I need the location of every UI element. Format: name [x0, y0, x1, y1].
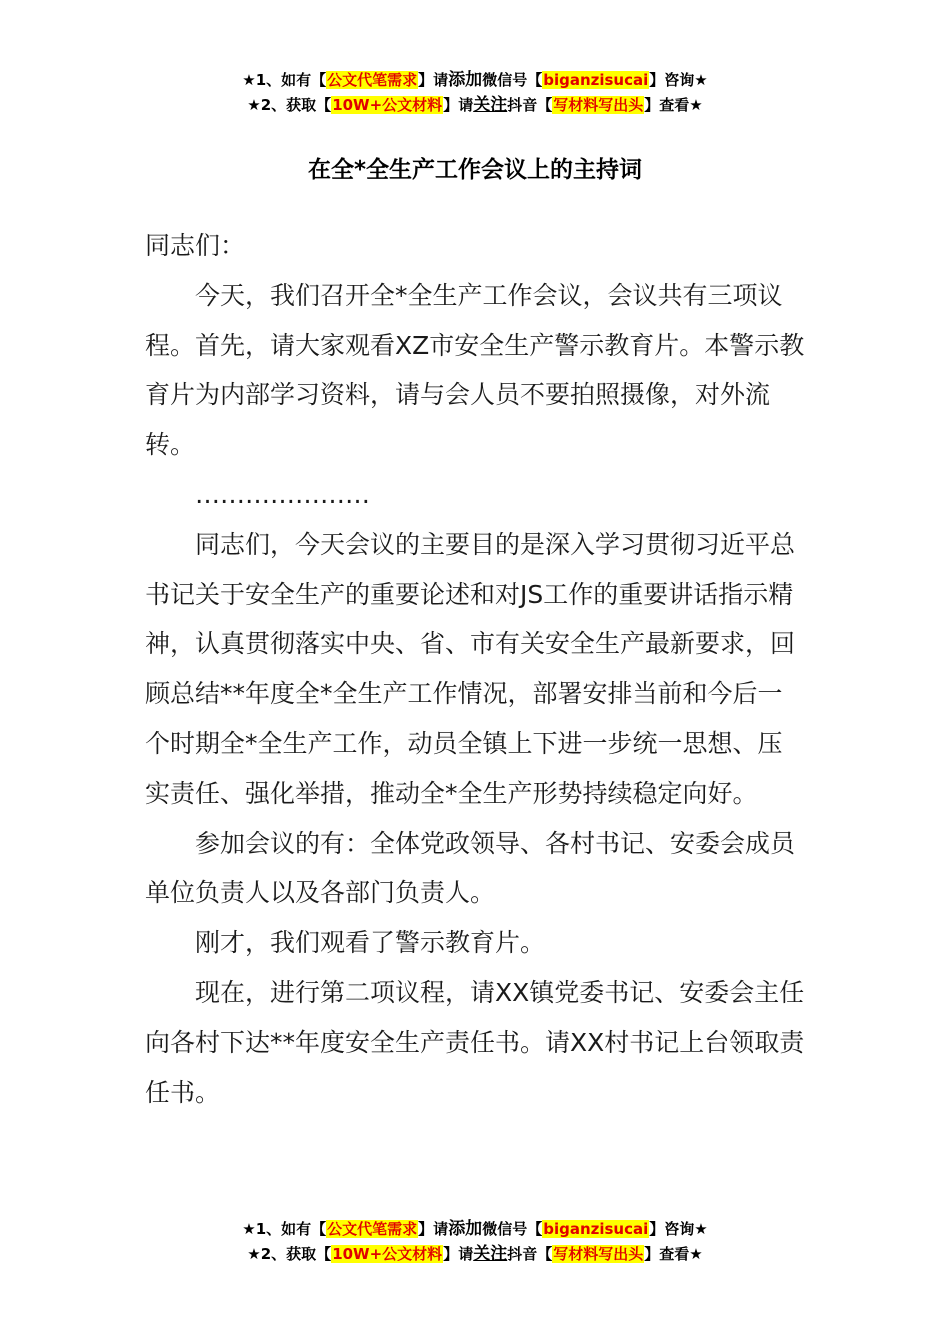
- paragraph-purpose: 同志们，今天会议的主要目的是深入学习贯彻习近平总书记关于安全生产的重要论述和对JS工作的重要讲话指示精神，认真贯彻落实中央、省、市有关安全生产最新要求，回顾总结**年度全*全生产工作情况，部署安排当前和今后一个时期全*全生产工作，动员全镇上下进一步统一思想、压实责任、强化举措，推动全*全生产形势持续稳定向好。: [145, 529, 796, 808]
- banner-text: 】咨询★: [649, 1220, 708, 1238]
- paragraph-video: 刚才，我们观看了警示教育片。: [195, 928, 546, 958]
- banner-highlight: 公文代笔需求: [327, 71, 418, 89]
- banner-line-2: [0, 93, 950, 118]
- banner-text: ★1、如有【: [242, 1220, 327, 1238]
- banner-text: 】查看★: [644, 96, 703, 114]
- salutation: 同志们：: [145, 231, 246, 260]
- banner-emphasis: 关注: [473, 1244, 508, 1264]
- footer-line-1: [0, 1217, 950, 1242]
- paragraph-second-agenda: 现在，进行第二项议程，请XX镇党委书记、安委会主任向各村下达**年度安全生产责任书。请XX村书记上台领取责任书。: [145, 977, 805, 1107]
- banner-highlight: 10W+公文材料: [332, 96, 443, 114]
- banner-text: ★2、获取【: [247, 1245, 332, 1263]
- banner-line-1: [0, 68, 950, 93]
- banner-highlight: 公文代笔需求: [327, 1220, 418, 1238]
- banner-text: 】查看★: [644, 1245, 703, 1263]
- banner-text: 抖音【: [507, 1245, 553, 1263]
- banner-text: ★1、如有【: [242, 71, 327, 89]
- banner-highlight: biganzisucai: [543, 1220, 649, 1238]
- paragraph-attendees: 参加会议的有：全体党政领导、各村书记、安委会成员单位负责人以及各部门负责人。: [145, 828, 796, 908]
- banner-text: 】请: [418, 1220, 449, 1238]
- footer-line-2: [0, 1242, 950, 1267]
- document-body: [145, 221, 805, 1117]
- banner-text: 】请: [443, 1245, 474, 1263]
- banner-text: 微信号【: [482, 71, 543, 89]
- banner-emphasis: 关注: [473, 95, 508, 115]
- banner-emphasis: 添加: [448, 70, 483, 90]
- banner-highlight: 写材料写出头: [553, 96, 644, 114]
- paragraph-agenda: 今天，我们召开全*全生产工作会议，会议共有三项议程。首先，请大家观看XZ市安全生产警示教育片。本警示教育片为内部学习资料，请与会人员不要拍照摄像，对外流转。: [145, 280, 805, 460]
- document-title: 在全*全生产工作会议上的主持词: [307, 157, 643, 183]
- banner-text: 抖音【: [507, 96, 553, 114]
- banner-highlight: biganzisucai: [543, 71, 649, 89]
- banner-text: 】咨询★: [649, 71, 708, 89]
- banner-highlight: 10W+公文材料: [332, 1245, 443, 1263]
- banner-text: 微信号【: [482, 1220, 543, 1238]
- banner-emphasis: 添加: [448, 1219, 483, 1239]
- banner-text: 】请: [418, 71, 449, 89]
- footer-banner: [0, 1217, 950, 1267]
- banner-highlight: 写材料写出头: [553, 1245, 644, 1263]
- header-banner: [0, 68, 950, 118]
- banner-text: 】请: [443, 96, 474, 114]
- banner-text: ★2、获取【: [247, 96, 332, 114]
- paragraph-ellipsis: …………………: [195, 479, 370, 509]
